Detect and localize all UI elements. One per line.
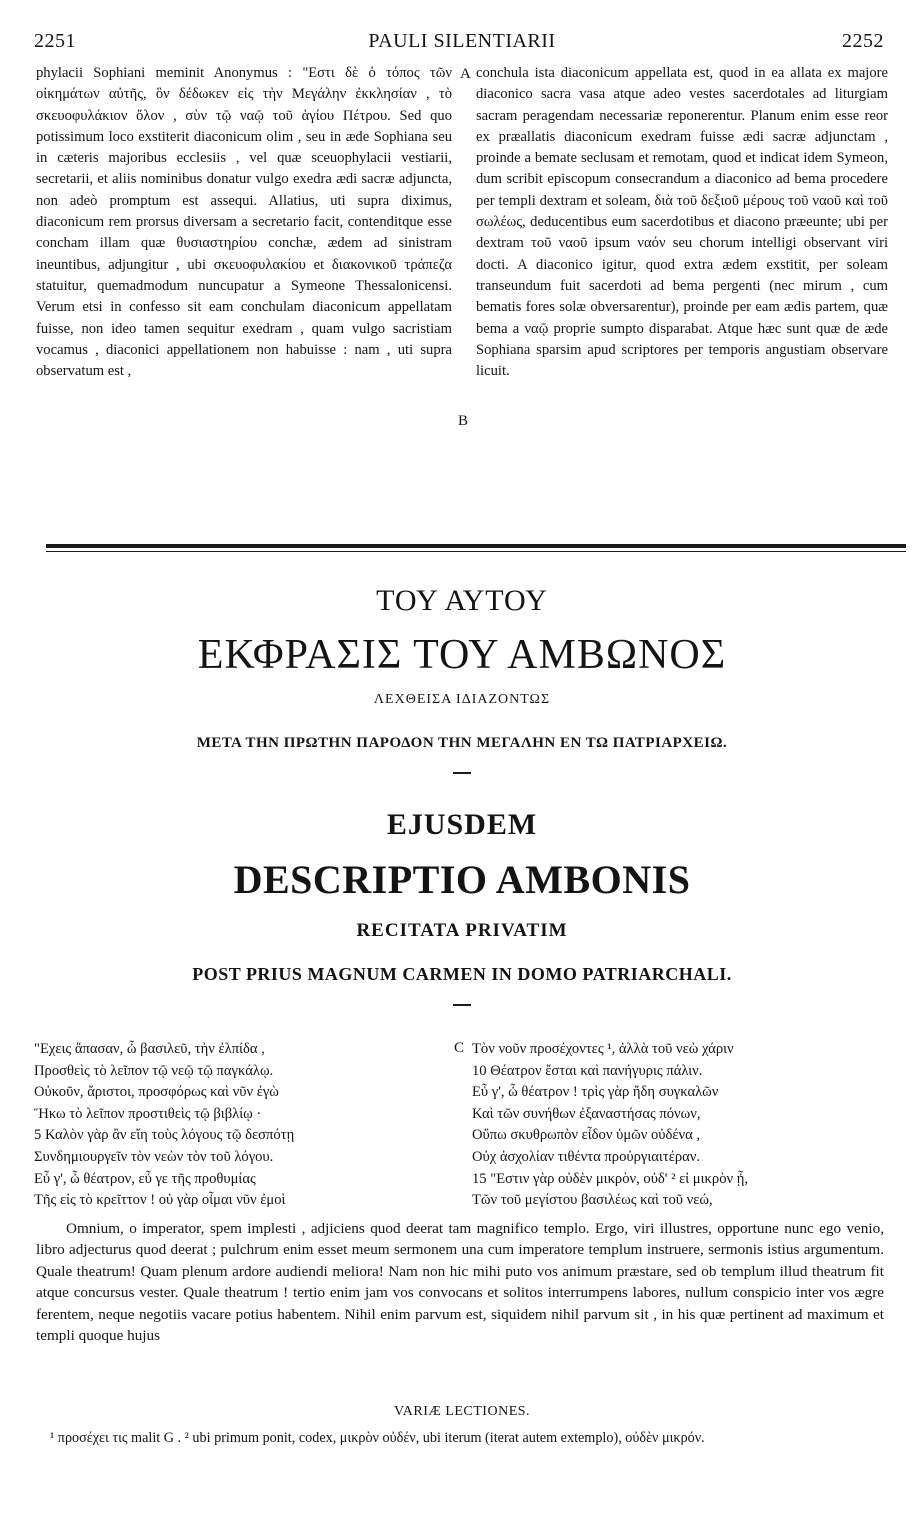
- right-column-text: conchula ista diaconicum appellata est, quod in ea allata ex majore diaconico sacra vasa atque adeo vestes sacerdotales ad liturgiam sacram peragendam necessariæ reponerentur. Planum enim esse reor ex præallatis diaconicum exedram fuisse ædi sacræ adjunctam , proinde a bemate seclusam et remotam, quod et indicat idem Symeon, dum scribit episcopum consecrandum a diaconico ad bema procedere per templi dextram et soleam, διὰ τοῦ δεξιοῦ μέρους τοῦ ναοῦ καὶ τοῦ σωλέως, deducentibus eum sacerdotibus et diacono præeunte; ubi per dextram τοῦ ναοῦ ipsum ναόν seu chorum intelligi observant viri docti. A diaconico igitur, quod extra ædem exstitit, per soleam transeundum fuit sacerdoti ad bema pergenti (nec mirum , cum bematis fores solæ obversarentur), proinde per eam ædis partem, quæ bema a ναῷ proprie sumpto disparabat. Atque hæc sunt quæ de æde Sophiana sparsim apud scriptores per temporis angustiam observare licuit.: [476, 65, 888, 380]
- page-number-right: 2252: [842, 30, 884, 52]
- margin-marker-b: B: [458, 413, 469, 429]
- verse-line: Τῶν τοῦ μεγίστου βασιλέως καὶ τοῦ νεώ,: [472, 1192, 713, 1209]
- right-column: [476, 63, 888, 382]
- verse-line: Οὔπω σκυθρωπὸν εἶδον ὑμῶν οὐδένα ,: [472, 1127, 701, 1144]
- verse-line: Συνδημιουργεῖν τὸν νεὼν τὸν τοῦ λόγου.: [34, 1148, 274, 1165]
- margin-marker-a: A: [460, 66, 471, 82]
- greek-title-main: ΕΚΦΡΑΣΙΣ ΤΟΥ ΑΜΒΩΝΟΣ: [197, 632, 727, 678]
- verse-line: Οὐχ ἀσχολίαν τιθέντα προὐργιαιτέραν.: [472, 1148, 700, 1165]
- latin-title-line1: EJUSDEM: [386, 808, 538, 841]
- variae-lectiones-notes: [50, 1428, 890, 1448]
- verse-line: Οὐκοῦν, ἄριστοι, προσφόρως καὶ νῦν ἐγὼ: [34, 1084, 279, 1101]
- verse-line: Εὖ γ', ὦ θέατρον, εὖ γε τῆς προθυμίας: [34, 1170, 256, 1187]
- page-number-left: 2251: [34, 30, 76, 52]
- greek-title-line1: ΤΟΥ ΑΥΤΟΥ: [376, 584, 548, 617]
- verse-line: Τὸν νοῦν προσέχοντες ¹, ἀλλὰ τοῦ νεὼ χάριν: [472, 1041, 734, 1057]
- variae-lectiones-heading: VARIÆ LECTIONES.: [393, 1404, 531, 1419]
- greek-title-line4: ΜΕΤΑ ΤΗΝ ΠΡΩΤΗΝ ΠΑΡΟΔΟΝ ΤΗΝ ΜΕΓΑΛΗΝ ΕΝ ΤΩ ΠΑΤΡΙΑΡΧΕΙΩ.: [196, 735, 728, 751]
- verse-column-left: [34, 1039, 294, 1212]
- verse-line: 15 "Εστιν γὰρ οὐδὲν μικρὸν, οὐδ' ² εἰ μικρὸν ᾖ,: [472, 1170, 749, 1187]
- latin-title-line4: POST PRIUS MAGNUM CARMEN IN DOMO PATRIARCHALI.: [192, 964, 732, 984]
- title-dash-2: [453, 1004, 471, 1006]
- verse-line: 10 Θέατρον ἔσται καὶ πανήγυρις πάλιν.: [472, 1062, 703, 1079]
- section-rule-thin: [46, 551, 906, 552]
- verse-line: Καὶ τῶν συνήθων ἐξαναστήσας πόνων,: [472, 1105, 701, 1122]
- latin-translation-text: Omnium, o imperator, spem implesti , adjiciens quod deerat tam magnifico templo. Ergo, viri illustres, opportune nunc ego venio, libro adjecturus quod deerat ; pulchrum enim esset meum sermonem una cum imperatore templum instruere, sermonis istius argumentum. Quale theatrum! Quam plenum ardore audiendi meliora! Nam non hic mihi puto vos animum præstare, sed ob templum illud theatrum fit atque concursus vester. Quale theatrum ! tertio enim jam vos convocans et solitos interrumpens labores, nullum conspicio inter vos ægre ferentem, neque negotiis vacare potius habentem. Nihil enim parvum est, siquidem nihil parvum sit , in his quæ pertinent ad maximum et templi quoque hujus: [36, 1220, 884, 1345]
- verse-column-right: [472, 1039, 748, 1212]
- verse-line: Προσθεὶς τὸ λεῖπον τῷ νεῷ τῷ παγκάλῳ.: [34, 1062, 274, 1079]
- verse-line: Εὖ γ', ὦ θέατρον ! τρὶς γὰρ ἤδη συγκαλῶν: [472, 1084, 719, 1101]
- latin-translation: [36, 1218, 884, 1346]
- variae-lectiones-text: ¹ προσέχει τις malit G . ² ubi primum ponit, codex, μικρὸν οὐδέν, ubi iterum (iterat autem extemplo), οὐδὲν μικρόν.: [50, 1430, 705, 1446]
- latin-title-main: DESCRIPTIO AMBONIS: [233, 857, 691, 902]
- section-rule-thick: [46, 544, 906, 548]
- running-title: PAULI SILENTIARII: [368, 30, 556, 52]
- margin-marker-c: C: [454, 1040, 465, 1056]
- verse-line: "Εχεις ἅπασαν, ὦ βασιλεῦ, τὴν ἐλπίδα ,: [34, 1041, 265, 1057]
- verse-line: 5 Καλὸν γὰρ ἂν εἴη τοὺς λόγους τῷ δεσπότῃ: [34, 1127, 295, 1144]
- left-column: [36, 63, 452, 382]
- greek-title-line3: ΛΕΧΘΕΙΣΑ ΙΔΙΑΖΟΝΤΩΣ: [373, 692, 551, 707]
- verse-line: Τῆς εἰς τὸ κρεῖττον ! οὐ γὰρ οἶμαι νῦν ἐμοὶ: [34, 1192, 286, 1209]
- title-dash-1: [453, 772, 471, 774]
- verse-line: Ἥκω τὸ λεῖπον προστιθεὶς τῷ βιβλίῳ ·: [34, 1105, 262, 1122]
- latin-title-line3: RECITATA PRIVATIM: [356, 920, 568, 941]
- left-column-text: phylacii Sophiani meminit Anonymus : "Εστι δὲ ὁ τόπος τῶν οἰκημάτων αὐτῆς, ὃν δέδωκεν εἰς τὴν Μεγάλην ἐκκλησίαν , τὸ σκευοφυλάκιον ὅλον , σὺν τῷ ναῷ τοῦ ἁγίου Πέτρου. Sed quo potissimum loco exstiterit diaconicum olim , seu in æde Sophiana seu in cæteris majoribus ecclesiis , vel quæ sceuophylacii vestiarii, secretarii, et aliis nominibus donatur vulgo exedra ædi sacræ adjuncta, non adeò promptum est assequi. Allatius, uti supra diximus, diaconicum rem prorsus diversam a secretario facit, contenditque esse concham illam quæ θυσιαστηρίου conchæ, ædem ad sinistram ineuntibus, adjungitur , ubi σκευοφυλακίου et διακονικοῦ τράπεζα statuitur, quemadmodum nuncupatur a Symeone Thessalonicensi. Verum etsi in confesso sit eam conchulam diaconicum appellatam fuisse, non ideo tamen sequitur exedram , quam vulgo sacristiam vocamus , diaconici appellationem non habuisse : nam , uti supra observatum est ,: [36, 65, 452, 380]
